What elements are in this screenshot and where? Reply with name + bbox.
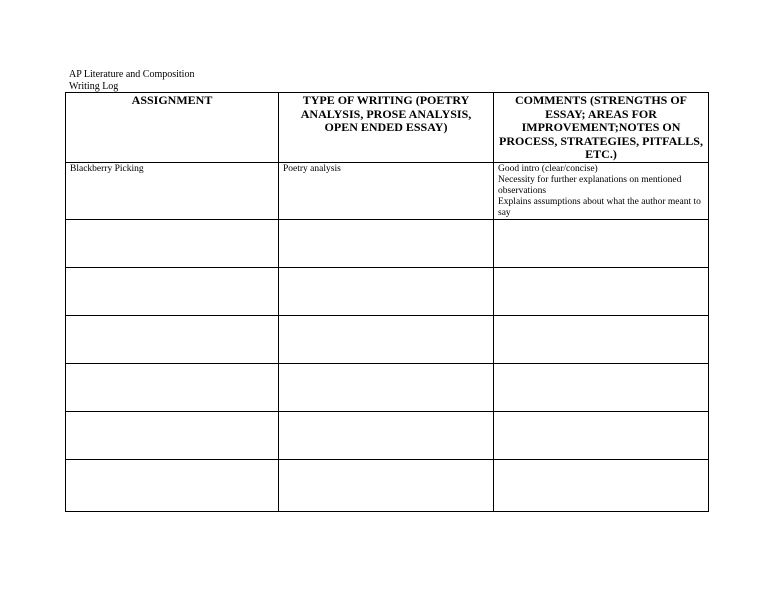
log-title: Writing Log [69,80,119,92]
empty-cell [279,363,494,411]
empty-cell [66,459,279,511]
comment-line: Explains assumptions about what the author meant to say [498,196,701,218]
empty-cell [494,315,709,363]
table-row [66,411,709,459]
column-header-type-of-writing: TYPE OF WRITING (POETRY ANALYSIS, PROSE ANALYSIS, OPEN ENDED ESSAY) [279,93,494,163]
table-row [66,459,709,511]
table-row [66,315,709,363]
empty-cell [494,411,709,459]
cell-comments [494,162,709,219]
table-row [66,219,709,267]
table-row [66,162,709,219]
empty-cell [279,459,494,511]
table-row [66,363,709,411]
writing-log-table [65,92,709,512]
cell-assignment: Blackberry Picking [66,162,279,219]
empty-cell [279,267,494,315]
table-header-row [66,93,709,163]
document-header [69,69,194,92]
cell-type-of-writing: Poetry analysis [279,162,494,219]
empty-cell [494,219,709,267]
empty-cell [66,219,279,267]
empty-cell [279,219,494,267]
empty-cell [66,267,279,315]
empty-cell [66,411,279,459]
empty-cell [279,315,494,363]
column-header-comments: COMMENTS (STRENGTHS OF ESSAY; AREAS FOR IMPROVEMENT;NOTES ON PROCESS, STRATEGIES, PITFALLS, ETC.) [494,93,709,163]
empty-cell [279,411,494,459]
comment-line: Necessity for further explanations on mentioned observations [498,174,682,196]
empty-cell [66,315,279,363]
empty-cell [494,363,709,411]
table-row [66,267,709,315]
column-header-assignment: ASSIGNMENT [66,93,279,163]
empty-cell [494,459,709,511]
comment-line: Good intro (clear/concise) [498,163,598,174]
empty-cell [66,363,279,411]
course-title: AP Literature and Composition [69,69,195,80]
empty-cell [494,267,709,315]
